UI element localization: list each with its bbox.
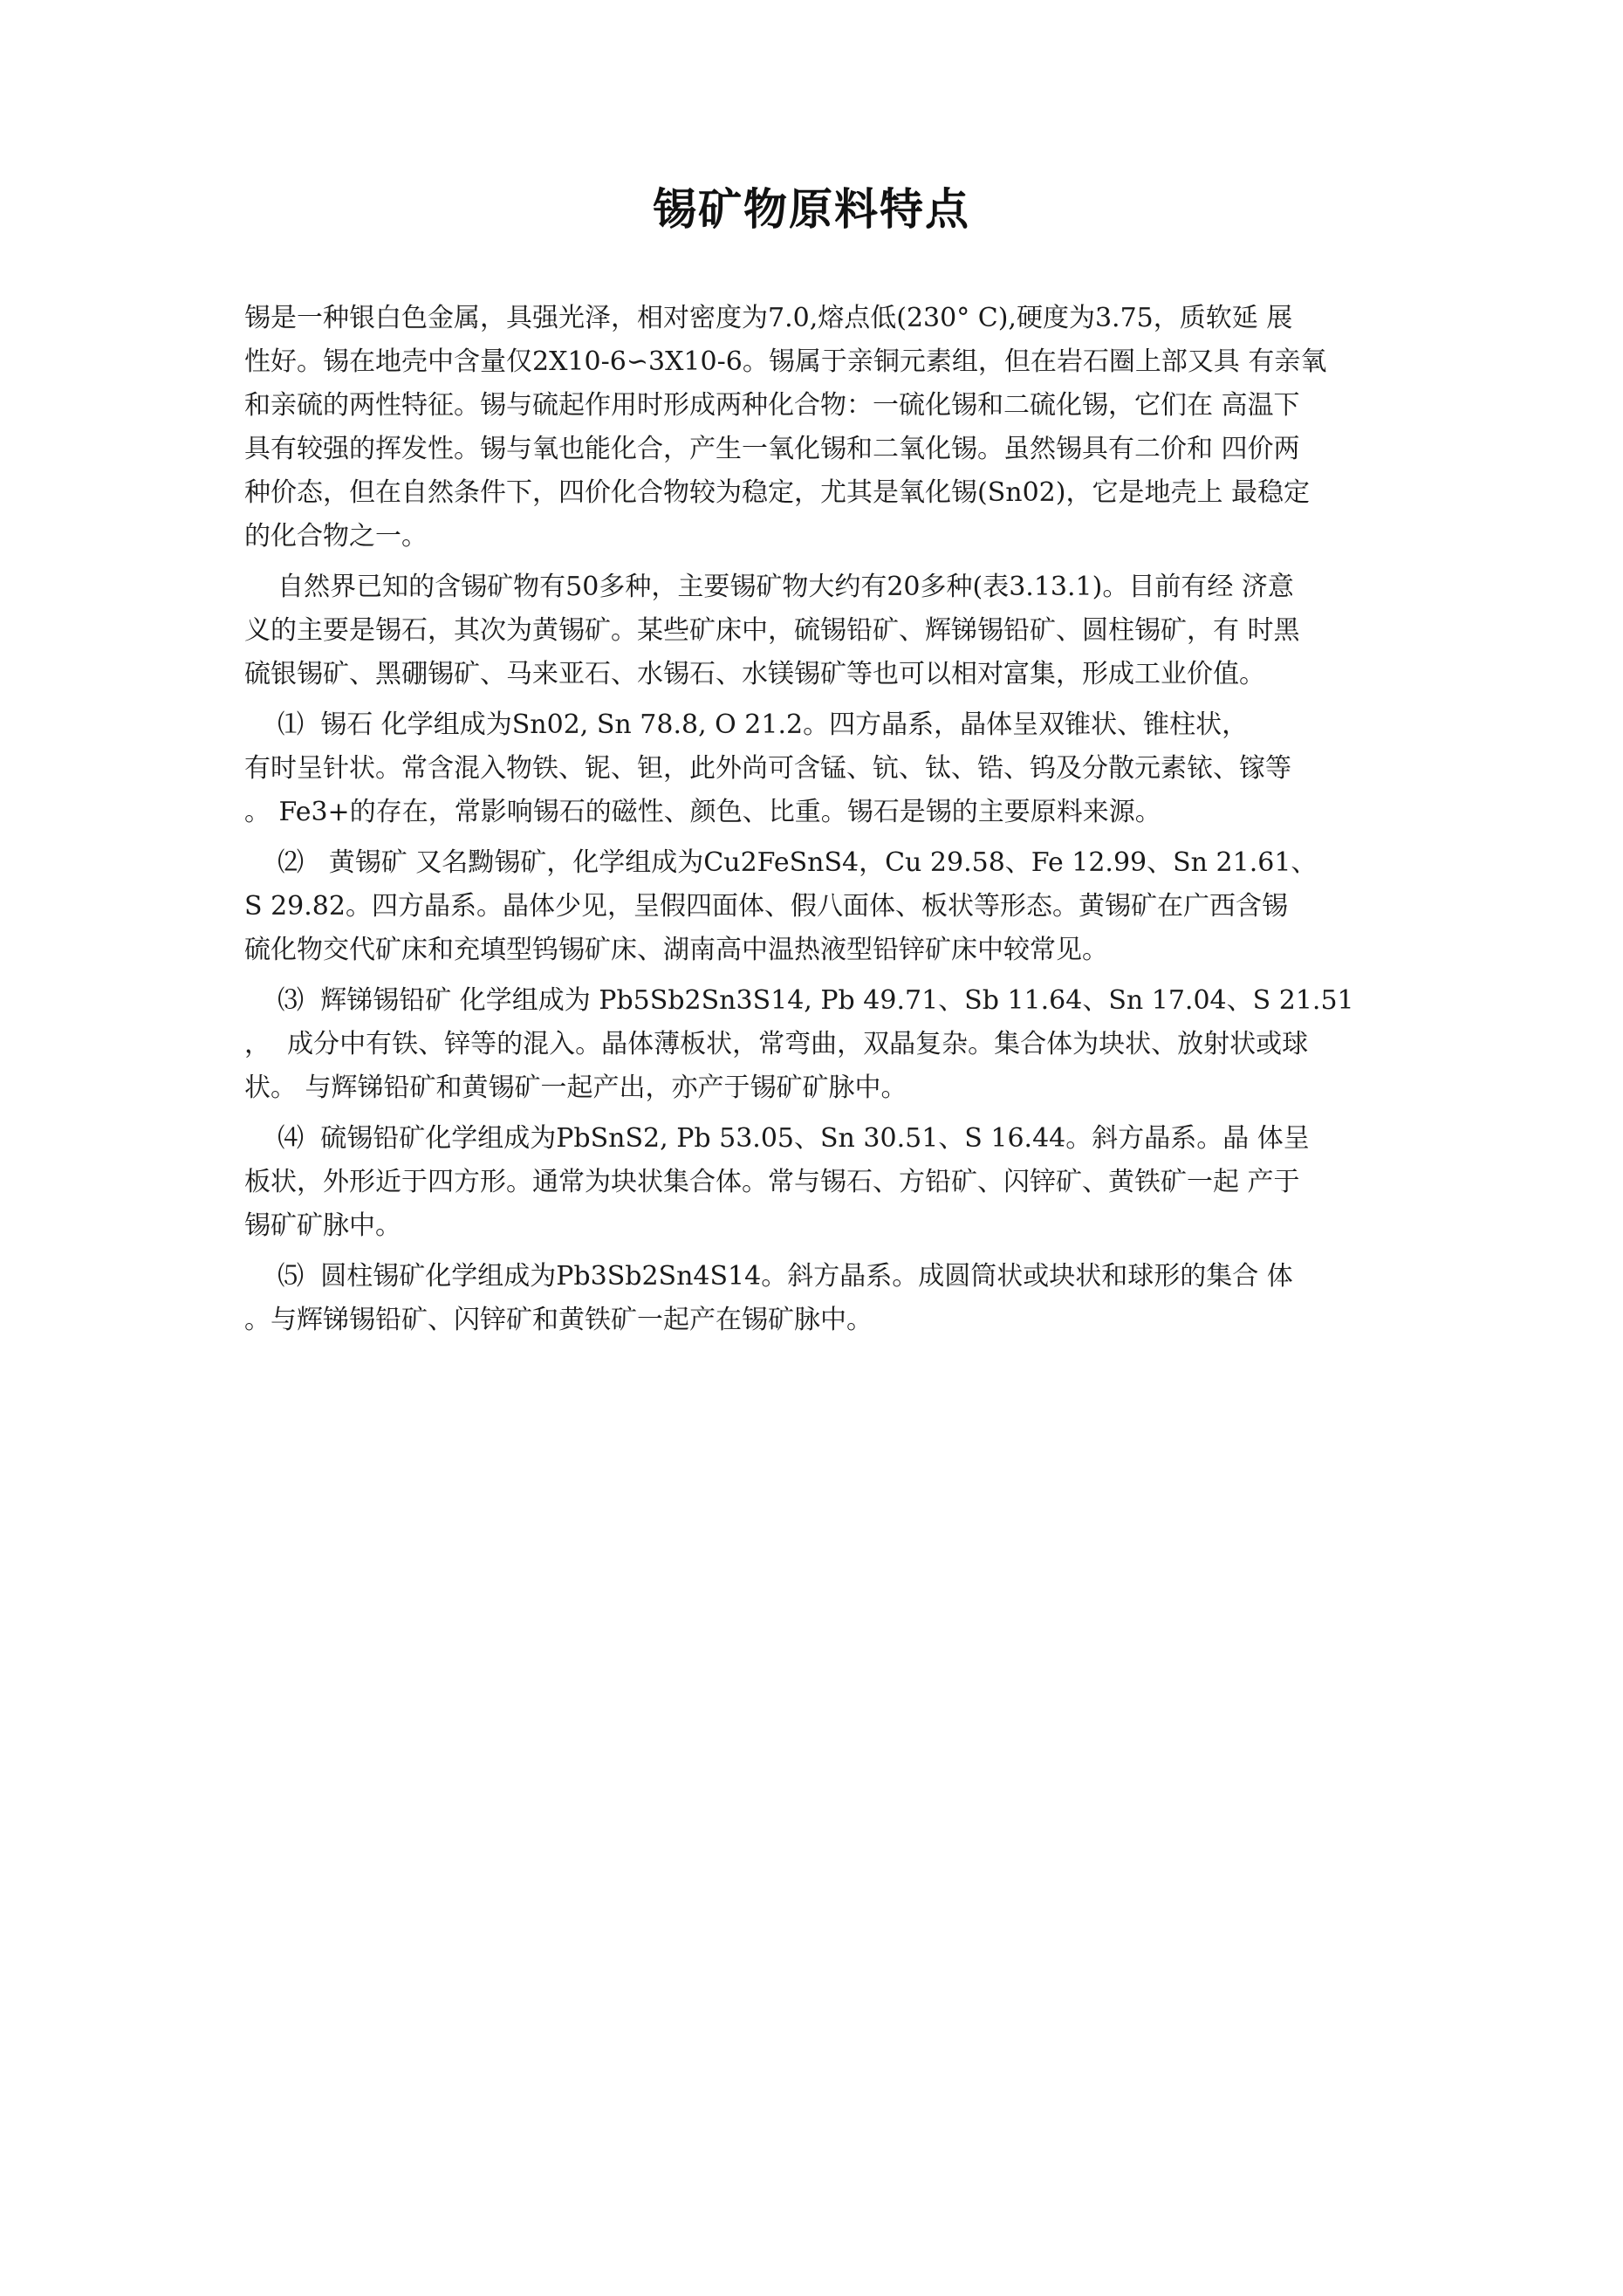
text-line: ⑷ 硫锡铅矿化学组成为PbSnS2, Pb 53.05、Sn 30.51、S 16.44。斜方晶系。晶 体呈 [244, 1123, 1310, 1154]
paragraph-minerals-overview [244, 565, 1428, 696]
text-line: ， 成分中有铁、锌等的混入。晶体薄板状，常弯曲，双晶复杂。集合体为块状、放射状或球 [244, 1029, 1309, 1059]
text-line: 具有较强的挥发性。锡与氧也能化合，产生一氧化锡和二氧化锡。虽然锡具有二价和 四价两 [244, 434, 1300, 464]
paragraph-intro [244, 297, 1428, 559]
text-line: 的化合物之一。 [244, 521, 428, 552]
text-line: ⑶ 辉锑锡铅矿 化学组成为 Pb5Sb2Sn3S14, Pb 49.71、Sb 11.64、Sn 17.04、S 21.51 [244, 985, 1354, 1016]
text-line: ⑴ 锡石 化学组成为Sn02, Sn 78.8, O 21.2。四方晶系，晶体呈双锥状、锥柱状， [244, 709, 1249, 740]
text-line: 。 Fe3+的存在，常影响锡石的磁性、颜色、比重。锡石是锡的主要原料来源。 [244, 797, 1161, 827]
text-line: ⑸ 圆柱锡矿化学组成为Pb3Sb2Sn4S14。斜方晶系。成圆筒状或块状和球形的集合 体 [244, 1261, 1293, 1292]
text-line: S 29.82。四方晶系。晶体少见，呈假四面体、假八面体、板状等形态。黄锡矿在广西含锡 [244, 891, 1288, 922]
text-line: 硫银锡矿、黑硼锡矿、马来亚石、水锡石、水镁锡矿等也可以相对富集，形成工业价值。 [244, 659, 1265, 689]
text-line: 硫化物交代矿床和充填型钨锡矿床、湖南高中温热液型铅锌矿床中较常见。 [244, 935, 1108, 965]
text-line: 和亲硫的两性特征。锡与硫起作用时形成两种化合物：一硫化锡和二硫化锡，它们在 高温下 [244, 390, 1300, 421]
paragraph-cassiterite [244, 703, 1428, 834]
text-line: 。与辉锑锡铅矿、闪锌矿和黄铁矿一起产在锡矿脉中。 [244, 1305, 873, 1335]
paragraph-stannite [244, 841, 1428, 972]
text-line: 状。 与辉锑铅矿和黄锡矿一起产出，亦产于锡矿矿脉中。 [244, 1073, 907, 1103]
text-line: 锡矿矿脉中。 [244, 1210, 401, 1241]
paragraph-franckeite [244, 979, 1428, 1110]
text-line: ⑵ 黄锡矿 又名黝锡矿，化学组成为Cu2FeSnS4，Cu 29.58、Fe 12.99、Sn 21.61、 [244, 847, 1318, 878]
text-line: 自然界已知的含锡矿物有50多种，主要锡矿物大约有20多种(表3.13.1)。目前有经 济意 [244, 572, 1294, 602]
paragraph-cylindrite [244, 1255, 1428, 1342]
text-line: 义的主要是锡石，其次为黄锡矿。某些矿床中，硫锡铅矿、辉锑锡铅矿、圆柱锡矿，有 时黑 [244, 615, 1300, 646]
text-line: 锡是一种银白色金属，具强光泽，相对密度为7.0,熔点低(230° C),硬度为3.75，质软延 展 [244, 303, 1293, 333]
text-line: 板状，外形近于四方形。通常为块状集合体。常与锡石、方铅矿、闪锌矿、黄铁矿一起 产于 [244, 1167, 1300, 1197]
text-line: 有时呈针状。常含混入物铁、铌、钽，此外尚可含锰、钪、钛、锆、钨及分散元素铱、镓等 [244, 753, 1291, 784]
text-line: 种价态，但在自然条件下，四价化合物较为稳定，尤其是氧化锡(Sn02)，它是地壳上 最稳定 [244, 477, 1310, 508]
paragraph-teallite [244, 1117, 1428, 1248]
document-body [244, 297, 1428, 1342]
document-title: 锡矿物原料特点 [653, 183, 970, 235]
text-line: 性好。锡在地壳中含量仅2X10-6∽3X10-6。锡属于亲铜元素组，但在岩石圈上部又具 有亲氧 [244, 346, 1327, 377]
